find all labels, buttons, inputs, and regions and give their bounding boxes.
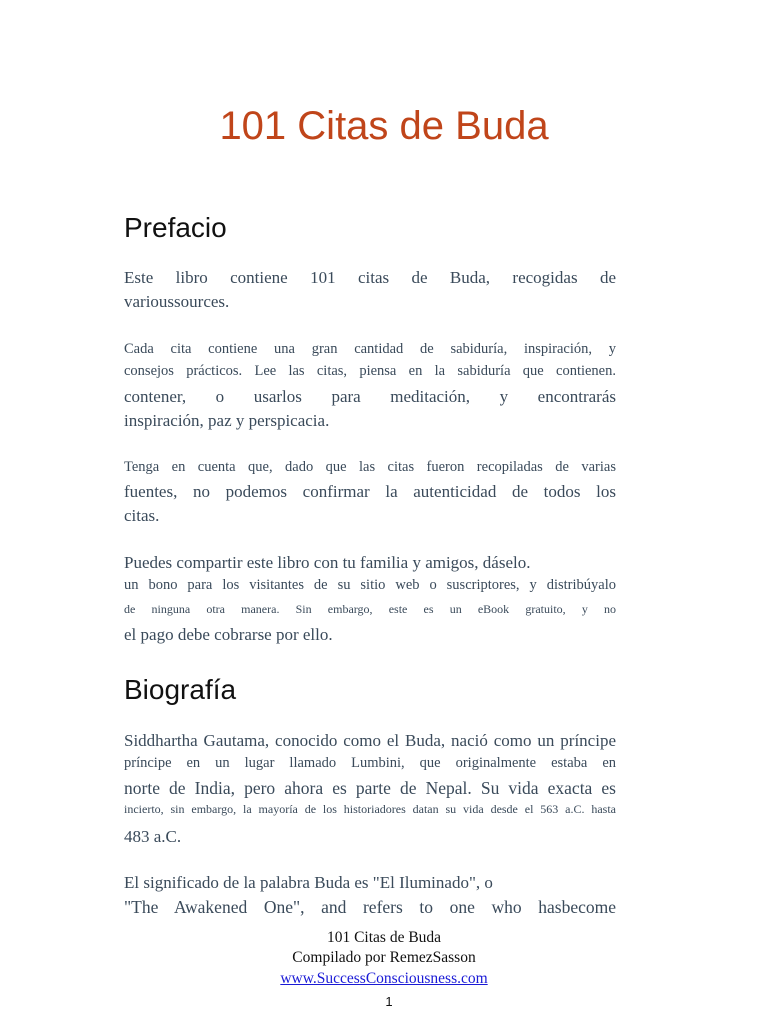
paragraph-line: un bono para los visitantes de su sitio web o suscriptores, y distribúyalo xyxy=(124,577,616,593)
paragraph-line: 483 a.C. xyxy=(124,827,182,846)
section-heading-biografia: Biografía xyxy=(124,674,237,705)
paragraph-line: consejos prácticos. Lee las citas, piensa en la sabiduría que contienen. xyxy=(124,363,616,379)
paragraph-line: de ninguna otra manera. Sin embargo, este es un eBook gratuito, y no xyxy=(124,602,616,616)
paragraph-line: el pago debe cobrarse por ello. xyxy=(124,625,333,644)
paragraph-line: príncipe en un lugar llamado Lumbini, que originalmente estaba en xyxy=(124,755,616,771)
website-link[interactable]: www.SuccessConsciousness.com xyxy=(280,970,488,987)
paragraph-line: "The Awakened One", and refers to one who hasbecome xyxy=(124,897,616,917)
paragraph-line: citas. xyxy=(124,506,160,525)
page-title: 101 Citas de Buda xyxy=(219,104,549,148)
paragraph-line: El significado de la palabra Buda es "El Iluminado", o xyxy=(124,873,493,892)
paragraph-line: Este libro contiene 101 citas de Buda, recogidas de xyxy=(124,268,616,287)
page-number: 1 xyxy=(385,994,393,1009)
paragraph-line: norte de India, pero ahora es parte de Nepal. Su vida exacta es xyxy=(124,778,616,798)
paragraph-line: inspiración, paz y perspicacia. xyxy=(124,411,330,430)
paragraph-line: Tenga en cuenta que, dado que las citas fueron recopiladas de varias xyxy=(124,459,616,475)
paragraph-line: Cada cita contiene una gran cantidad de sabiduría, inspiración, y xyxy=(124,341,616,357)
footer-link[interactable] xyxy=(0,969,768,989)
paragraph-line: Puedes compartir este libro con tu familia y amigos, dáselo. xyxy=(124,553,531,572)
paragraph-line: varioussources. xyxy=(124,292,230,311)
paragraph-line: incierto, sin embargo, la mayoría de los historiadores datan su vida desde el 563 a.C. hasta xyxy=(124,802,616,816)
footer-author: Compilado por RemezSasson xyxy=(292,949,476,966)
paragraph-line: fuentes, no podemos confirmar la autenticidad de todos los xyxy=(124,482,616,501)
paragraph-line: Siddhartha Gautama, conocido como el Buda, nació como un príncipe xyxy=(124,731,616,750)
section-heading-prefacio: Prefacio xyxy=(124,212,227,243)
footer-title: 101 Citas de Buda xyxy=(326,929,442,946)
paragraph-line: contener, o usarlos para meditación, y encontrarás xyxy=(124,387,616,406)
